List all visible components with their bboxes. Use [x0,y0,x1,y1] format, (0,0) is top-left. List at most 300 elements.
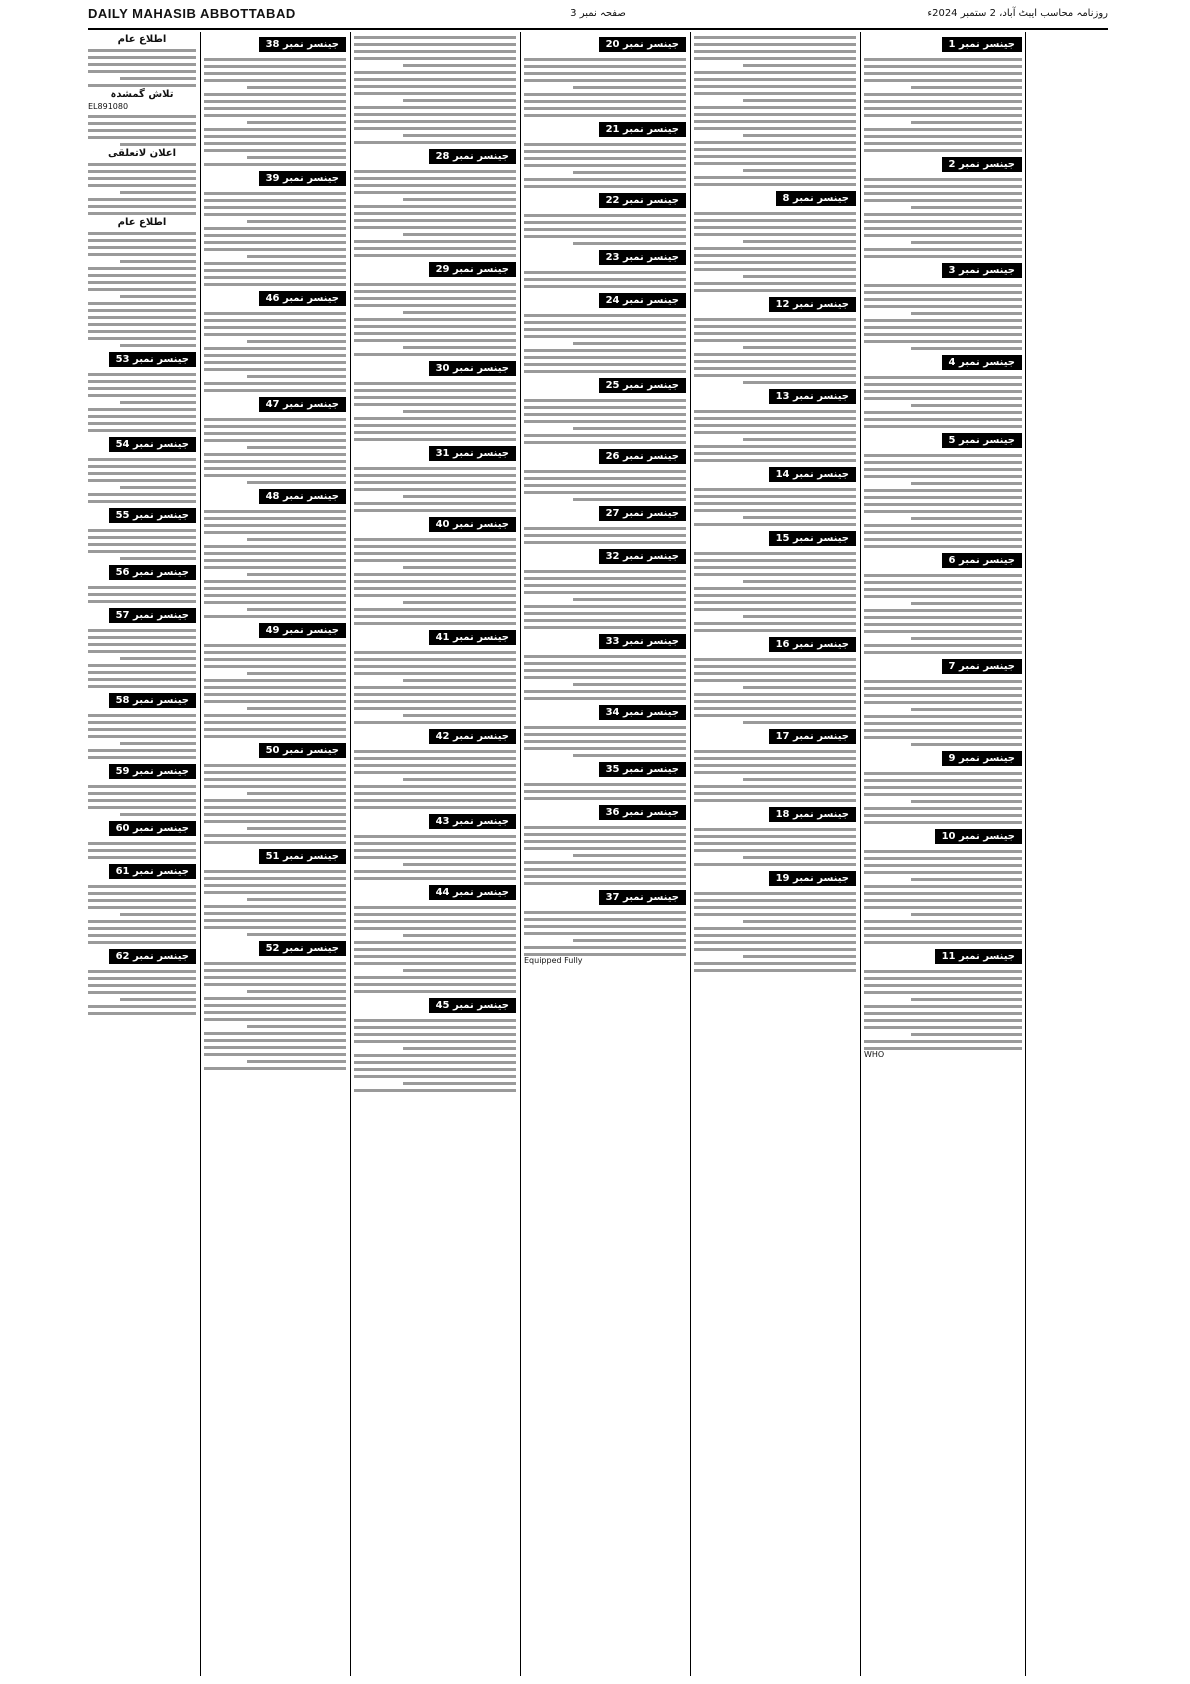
text-line [694,268,856,271]
text-line [694,445,856,448]
text-line [864,291,1022,294]
text-line [743,346,856,349]
notice-block [524,32,686,117]
text-line [88,493,196,496]
text-line [403,778,516,781]
notice-body [524,826,686,885]
text-line [864,864,1022,867]
notice-body [204,192,346,286]
text-line [247,220,346,223]
text-line [743,856,856,859]
text-line [864,468,1022,471]
ad-body [88,316,196,347]
text-line [403,863,516,866]
text-line [864,305,1022,308]
text-line [354,106,516,109]
text-line [204,771,346,774]
text-line [864,397,1022,400]
text-line [524,612,686,615]
text-line [524,93,686,96]
page-number: صفحہ نمبر 3 [570,8,626,19]
notice-block [524,885,686,956]
notice-list [864,32,1022,1050]
text-line [864,772,1022,775]
text-line [694,771,856,774]
notice-number-badge: جینسر نمبر 23 [599,250,686,265]
notice-block [694,866,856,972]
notice-list [694,186,856,972]
notice-body [88,785,196,816]
notice-number-badge: جینسر نمبر 42 [429,729,516,744]
text-line [204,658,346,661]
text-line [524,321,686,324]
text-line [694,849,856,852]
text-line [864,79,1022,82]
text-line [88,330,196,333]
text-line [524,477,686,480]
text-line [524,833,686,836]
text-line [694,608,856,611]
text-line [88,629,196,632]
notice-number-badge: جینسر نمبر 13 [769,389,856,404]
text-line [864,58,1022,61]
text-line [743,438,856,441]
text-line [864,199,1022,202]
text-line [864,899,1022,902]
text-line [694,417,856,420]
text-line [88,115,196,118]
text-line [88,529,196,532]
text-line [120,998,196,1001]
text-line [204,962,346,965]
text-line [204,714,346,717]
notice-number-badge: جینسر نمبر 15 [769,531,856,546]
text-line [204,432,346,435]
text-line [354,467,516,470]
text-line [354,1033,516,1036]
text-line [204,912,346,915]
text-line [694,254,856,257]
text-line [864,595,1022,598]
notice-block [864,824,1022,944]
text-line [694,658,856,661]
notice-body [88,970,196,1015]
text-line [354,799,516,802]
text-line [204,354,346,357]
text-line [524,363,686,366]
notice-block [864,428,1022,548]
notice-block [354,144,516,257]
text-line [864,793,1022,796]
notice-block [88,816,196,859]
notice-number-badge: جینسر نمبر 59 [109,764,196,779]
text-line [524,143,686,146]
text-line [354,594,516,597]
text-line [694,36,856,39]
text-line [88,163,196,166]
text-line [864,701,1022,704]
notice-body [864,574,1022,654]
text-line [864,319,1022,322]
text-line [354,219,516,222]
text-line [354,955,516,958]
text-line [354,431,516,434]
notice-number-badge: جینسر نمبر 56 [109,565,196,580]
text-line [204,778,346,781]
text-line [864,178,1022,181]
notice-block [524,444,686,501]
text-line [864,1019,1022,1022]
text-line [88,56,196,59]
notice-body [204,644,346,738]
notice-body [354,170,516,257]
text-line [204,891,346,894]
text-line [864,234,1022,237]
text-line [204,79,346,82]
text-line [354,247,516,250]
text-line [403,601,516,604]
text-line [204,820,346,823]
text-line [694,927,856,930]
text-line [204,905,346,908]
text-line [911,998,1022,1001]
text-line [204,241,346,244]
text-line [88,380,196,383]
text-line [864,418,1022,421]
text-line [204,425,346,428]
text-line [247,255,346,258]
text-line [743,615,856,618]
text-line [524,356,686,359]
text-line [354,983,516,986]
text-line [88,63,196,66]
text-line [524,911,686,914]
notice-block [694,186,856,292]
text-line [911,312,1022,315]
text-line [694,764,856,767]
text-line [204,601,346,604]
notice-body [524,214,686,245]
text-line [354,1026,516,1029]
text-line [354,1019,516,1022]
notice-block [88,347,196,432]
text-line [88,198,196,201]
text-line [864,128,1022,131]
text-line [88,806,196,809]
text-line [204,884,346,887]
text-line [694,948,856,951]
text-line [524,349,686,352]
notice-block [204,484,346,618]
text-line [573,683,686,686]
text-line [864,475,1022,478]
text-line [120,295,196,298]
text-line [204,1032,346,1035]
text-line [204,326,346,329]
notice-number-badge: جینسر نمبر 32 [599,549,686,564]
text-line [864,807,1022,810]
text-line [88,543,196,546]
notice-list [354,144,516,1092]
text-line [864,390,1022,393]
text-line [524,235,686,238]
text-line [694,353,856,356]
text-line [354,318,516,321]
notice-block [354,625,516,724]
text-line [694,587,856,590]
text-line [694,374,856,377]
notice-number-badge: جینسر نمبر 37 [599,890,686,905]
text-line [88,316,196,319]
text-line [694,488,856,491]
text-line [694,57,856,60]
text-line [354,304,516,307]
notice-number-badge: جینسر نمبر 39 [259,171,346,186]
text-line [204,312,346,315]
text-line [524,655,686,658]
text-line [204,418,346,421]
text-line [524,925,686,928]
text-line [354,785,516,788]
text-line [88,678,196,681]
text-line [524,79,686,82]
text-line [354,127,516,130]
notice-block [354,724,516,809]
text-line [524,178,686,181]
text-line [354,502,516,505]
text-line [204,276,346,279]
text-line [354,1089,516,1092]
equipped-label: Equipped Fully [524,956,583,965]
text-line [88,472,196,475]
text-line [864,284,1022,287]
text-line [354,792,516,795]
text-line [204,1046,346,1049]
text-line [694,552,856,555]
text-line [120,913,196,916]
text-line [911,637,1022,640]
notice-number-badge: جینسر نمبر 34 [599,705,686,720]
text-line [864,680,1022,683]
notice-body [524,314,686,373]
text-line [694,693,856,696]
text-line [864,248,1022,251]
text-line [403,714,516,717]
text-line [204,114,346,117]
text-line [864,1026,1022,1029]
text-line [694,50,856,53]
notice-body [694,318,856,384]
notice-block [524,245,686,288]
notice-block [694,802,856,866]
notice-number-badge: جینسر نمبر 46 [259,291,346,306]
text-line [354,764,516,767]
text-line [694,113,856,116]
text-line [403,198,516,201]
text-line [204,799,346,802]
text-line [88,970,196,973]
text-line [88,387,196,390]
text-line [354,57,516,60]
notice-block [204,618,346,738]
notice-block [88,859,196,944]
text-line [403,233,516,236]
paper-date: روزنامہ محاسب ایبٹ آباد، 2 ستمبر 2024ء [927,8,1108,19]
text-line [204,149,346,152]
text-line [204,1018,346,1021]
text-line [864,107,1022,110]
text-line [354,835,516,838]
notice-number-badge: جینسر نمبر 44 [429,885,516,900]
text-line [354,389,516,392]
text-line [524,314,686,317]
ad-heading: تلاش گمشدہ [110,89,174,100]
text-line [911,708,1022,711]
notice-number-badge: جینسر نمبر 21 [599,122,686,137]
text-line [204,269,346,272]
notice-block [204,844,346,936]
text-line [354,1068,516,1071]
text-line [524,484,686,487]
text-line [524,534,686,537]
text-line [204,474,346,477]
text-line [694,155,856,158]
text-line [354,552,516,555]
text-line [911,206,1022,209]
text-line [204,587,346,590]
text-line [864,616,1022,619]
text-line [694,282,856,285]
text-line [864,531,1022,534]
text-line [694,106,856,109]
text-line [694,622,856,625]
notice-body [88,458,196,503]
notice-block [354,809,516,880]
notice-number-badge: جینسر نمبر 2 [942,157,1022,172]
article-body [354,36,516,144]
text-line [88,274,196,277]
text-line [864,135,1022,138]
ad-body [88,232,196,312]
text-line [403,1082,516,1085]
column-4 [524,32,686,1676]
text-line [524,157,686,160]
text-line [120,260,196,263]
notice-body [524,911,686,956]
text-line [354,297,516,300]
text-line [864,411,1022,414]
text-line [403,969,516,972]
text-line [524,932,686,935]
text-line [354,339,516,342]
text-line [694,162,856,165]
text-line [120,191,196,194]
column-rule [520,32,521,1676]
text-line [247,990,346,993]
text-line [694,431,856,434]
text-line [864,694,1022,697]
text-line [911,482,1022,485]
notice-number-badge: جینسر نمبر 26 [599,449,686,464]
text-line [403,64,516,67]
column-rule [690,32,691,1676]
text-line [88,122,196,125]
notice-block [88,688,196,759]
text-line [88,267,196,270]
text-line [88,1012,196,1015]
text-line [864,630,1022,633]
text-line [354,927,516,930]
text-line [88,785,196,788]
notice-number-badge: جینسر نمبر 60 [109,821,196,836]
text-line [864,227,1022,230]
text-line [88,849,196,852]
text-line [247,827,346,830]
notice-block [88,603,196,688]
text-line [354,849,516,852]
text-line [204,333,346,336]
text-line [573,854,686,857]
notice-block [88,560,196,603]
notice-block [204,392,346,484]
text-line [88,593,196,596]
text-line [694,714,856,717]
text-line [88,49,196,52]
text-line [524,214,686,217]
text-line [864,538,1022,541]
notice-block [204,738,346,844]
text-line [403,346,516,349]
text-line [403,134,516,137]
ad-body [88,49,196,87]
notice-body [694,212,856,292]
masthead [88,6,1108,30]
text-line [864,644,1022,647]
text-line [864,326,1022,329]
text-line [864,298,1022,301]
text-line [88,465,196,468]
notice-list [88,347,196,1015]
notice-body [694,410,856,462]
text-line [204,594,346,597]
notice-block [694,462,856,526]
notice-number-badge: جینسر نمبر 50 [259,743,346,758]
text-line [524,733,686,736]
notice-body [204,58,346,166]
notice-body [864,850,1022,944]
text-line [864,100,1022,103]
notice-number-badge: جینسر نمبر 51 [259,849,346,864]
text-line [694,226,856,229]
text-line [403,495,516,498]
text-line [743,778,856,781]
text-line [694,339,856,342]
text-line [524,221,686,224]
text-line [694,828,856,831]
notice-block [88,503,196,560]
notice-body [354,1019,516,1092]
text-line [204,248,346,251]
text-line [354,870,516,873]
text-line [204,1039,346,1042]
text-line [694,424,856,427]
text-line [524,328,686,331]
text-line [864,857,1022,860]
text-line [864,736,1022,739]
text-line [354,92,516,95]
text-line [247,121,346,124]
text-line [524,726,686,729]
